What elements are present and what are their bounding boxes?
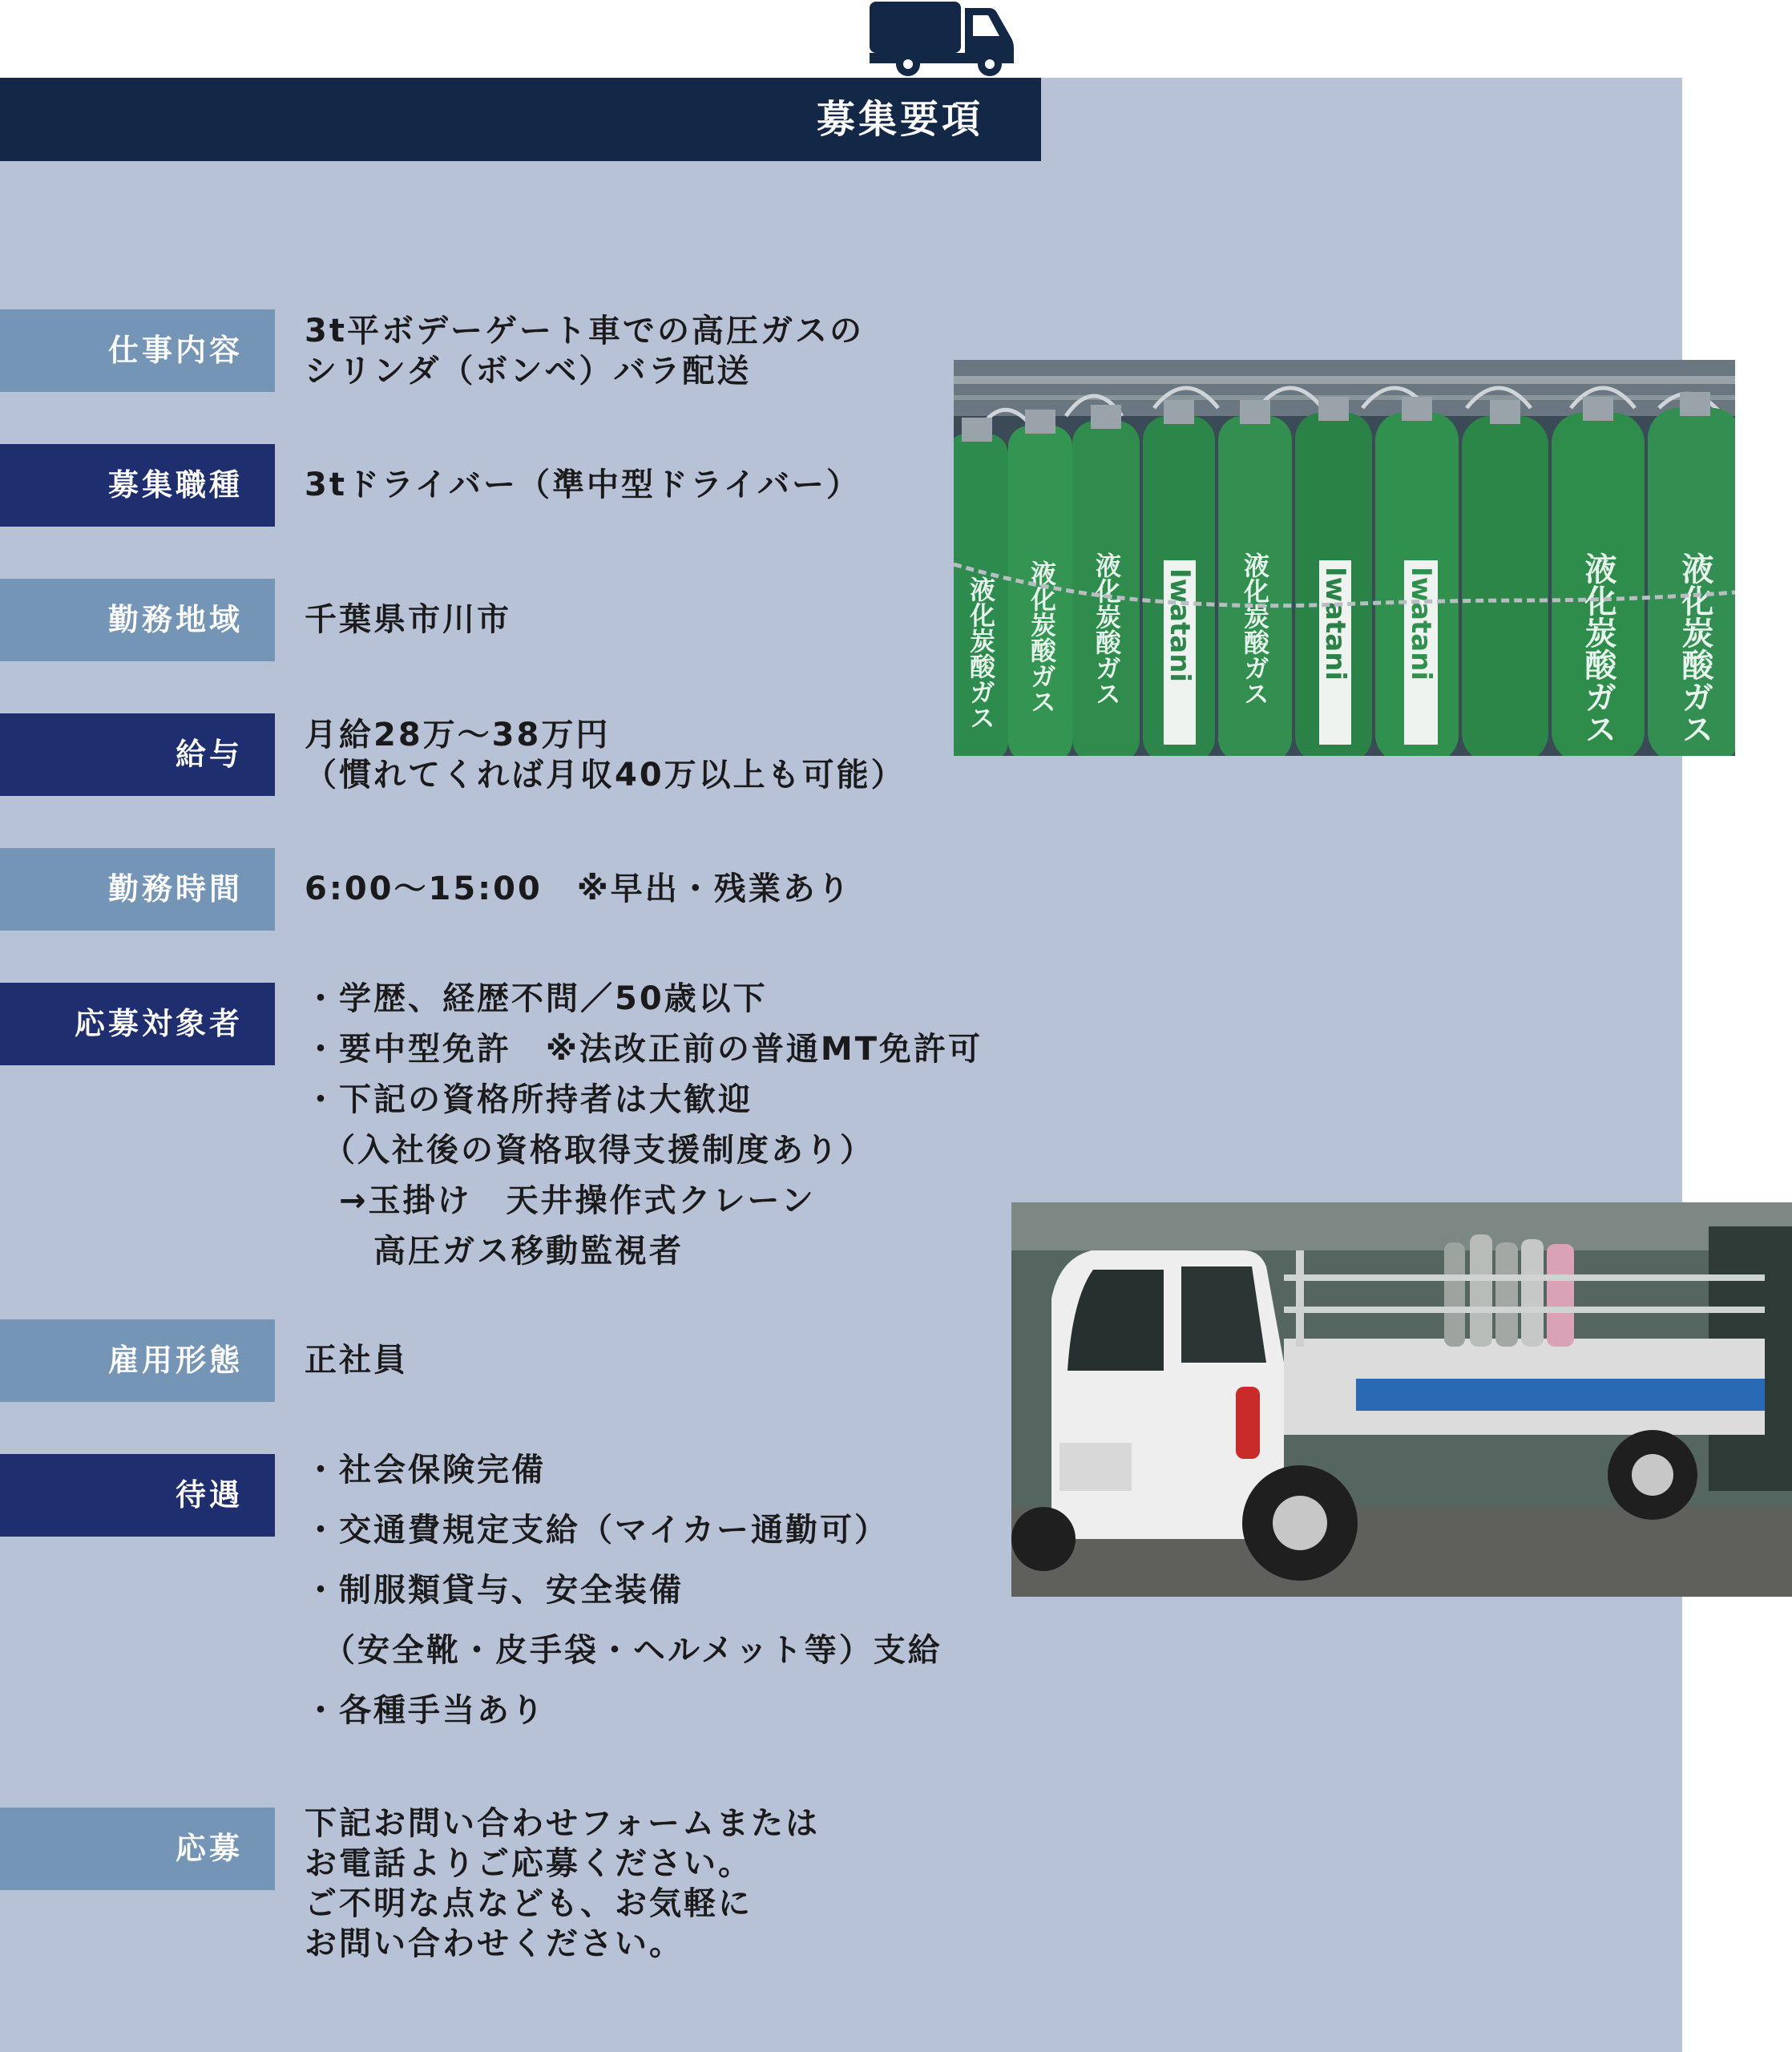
value-line: 3tドライバー（準中型ドライバー） — [305, 467, 861, 503]
value-benefits — [305, 1440, 942, 1741]
cylinder-text: 液化炭酸ガス — [1677, 552, 1713, 745]
cylinder-brand: Iwatani — [1164, 568, 1196, 683]
value-line: ・要中型免許 ※法改正前の普通MT免許可 — [305, 1031, 983, 1068]
page-title: 募集要項 — [816, 97, 983, 142]
value-line: 3t平ボデーゲート車での高圧ガスの — [305, 313, 864, 349]
value-job-description — [305, 311, 864, 391]
value-line: 千葉県市川市 — [305, 601, 511, 638]
gas-cylinders-illustration — [954, 360, 1735, 756]
cylinder-text: 液化炭酸ガス — [1580, 552, 1616, 745]
cylinder — [1648, 392, 1735, 756]
label-how-to-apply: 応募 — [0, 1808, 275, 1890]
value-line: 月給28万～38万円 — [305, 717, 611, 753]
value-how-to-apply — [305, 1804, 820, 1964]
cylinder-brand: Iwatani — [1319, 567, 1351, 681]
label-working-hours: 勤務時間 — [0, 848, 275, 931]
cylinder — [1552, 397, 1645, 756]
cylinder-text: 液化炭酸ガス — [966, 576, 996, 730]
value-line: 正社員 — [305, 1342, 408, 1379]
value-line: シリンダ（ボンベ）バラ配送 — [305, 353, 752, 390]
value-work-location — [305, 600, 511, 640]
value-line: →玉掛け 天井操作式クレーン — [305, 1182, 816, 1219]
value-line: 6:00～15:00 ※早出・残業あり — [305, 870, 852, 907]
cylinder-brand: Iwatani — [1405, 567, 1437, 681]
cylinder — [954, 418, 1008, 756]
value-line: ・社会保険完備 — [305, 1452, 546, 1489]
value-line: ・下記の資格所持者は大歓迎 — [305, 1081, 753, 1118]
cylinder-text: 液化炭酸ガス — [1027, 560, 1057, 714]
delivery-truck-illustration — [1011, 1202, 1792, 1597]
cylinder-text: 液化炭酸ガス — [1240, 552, 1270, 706]
value-line: ・制服類貸与、安全装備 — [305, 1572, 684, 1609]
value-eligible-applicants — [305, 974, 983, 1277]
cylinder — [1072, 405, 1140, 756]
value-line: 高圧ガス移動監視者 — [305, 1233, 684, 1270]
value-line: お電話よりご応募ください。 — [305, 1845, 753, 1882]
label-job-description: 仕事内容 — [0, 309, 275, 392]
cylinder — [1295, 397, 1372, 756]
cylinder-text: 液化炭酸ガス — [1092, 552, 1122, 706]
label-salary: 給与 — [0, 713, 275, 796]
value-working-hours — [305, 869, 852, 909]
delivery-truck-photo — [1011, 1202, 1792, 1597]
label-benefits: 待遇 — [0, 1454, 275, 1537]
cylinder — [1143, 400, 1215, 756]
cylinder — [1218, 400, 1292, 756]
value-line: ・学歴、経歴不問／50歳以下 — [305, 980, 768, 1017]
value-line: （安全靴・皮手袋・ヘルメット等）支給 — [305, 1632, 942, 1669]
label-work-location: 勤務地域 — [0, 579, 275, 661]
value-line: 下記お問い合わせフォームまたは — [305, 1805, 820, 1842]
truck-icon — [868, 0, 1017, 78]
value-line: （慣れてくれば月収40万以上も可能） — [305, 757, 906, 794]
value-line: （入社後の資格取得支援制度あり） — [305, 1132, 874, 1169]
label-position: 募集職種 — [0, 444, 275, 527]
title-bar — [0, 78, 1041, 161]
gas-cylinders-photo — [954, 360, 1735, 756]
value-employment-type — [305, 1340, 408, 1380]
value-line: ・交通費規定支給（マイカー通勤可） — [305, 1512, 889, 1549]
label-employment-type: 雇用形態 — [0, 1319, 275, 1402]
cylinder — [1375, 397, 1459, 756]
value-line: ・各種手当あり — [305, 1692, 546, 1729]
value-position — [305, 465, 861, 505]
value-line: ご不明な点なども、お気軽に — [305, 1885, 753, 1922]
truck-brand-text: Iwatani — [1435, 1386, 1536, 1414]
label-eligible-applicants: 応募対象者 — [0, 983, 275, 1065]
value-line: お問い合わせください。 — [305, 1925, 684, 1962]
value-salary — [305, 715, 906, 795]
cylinder — [1462, 400, 1548, 756]
